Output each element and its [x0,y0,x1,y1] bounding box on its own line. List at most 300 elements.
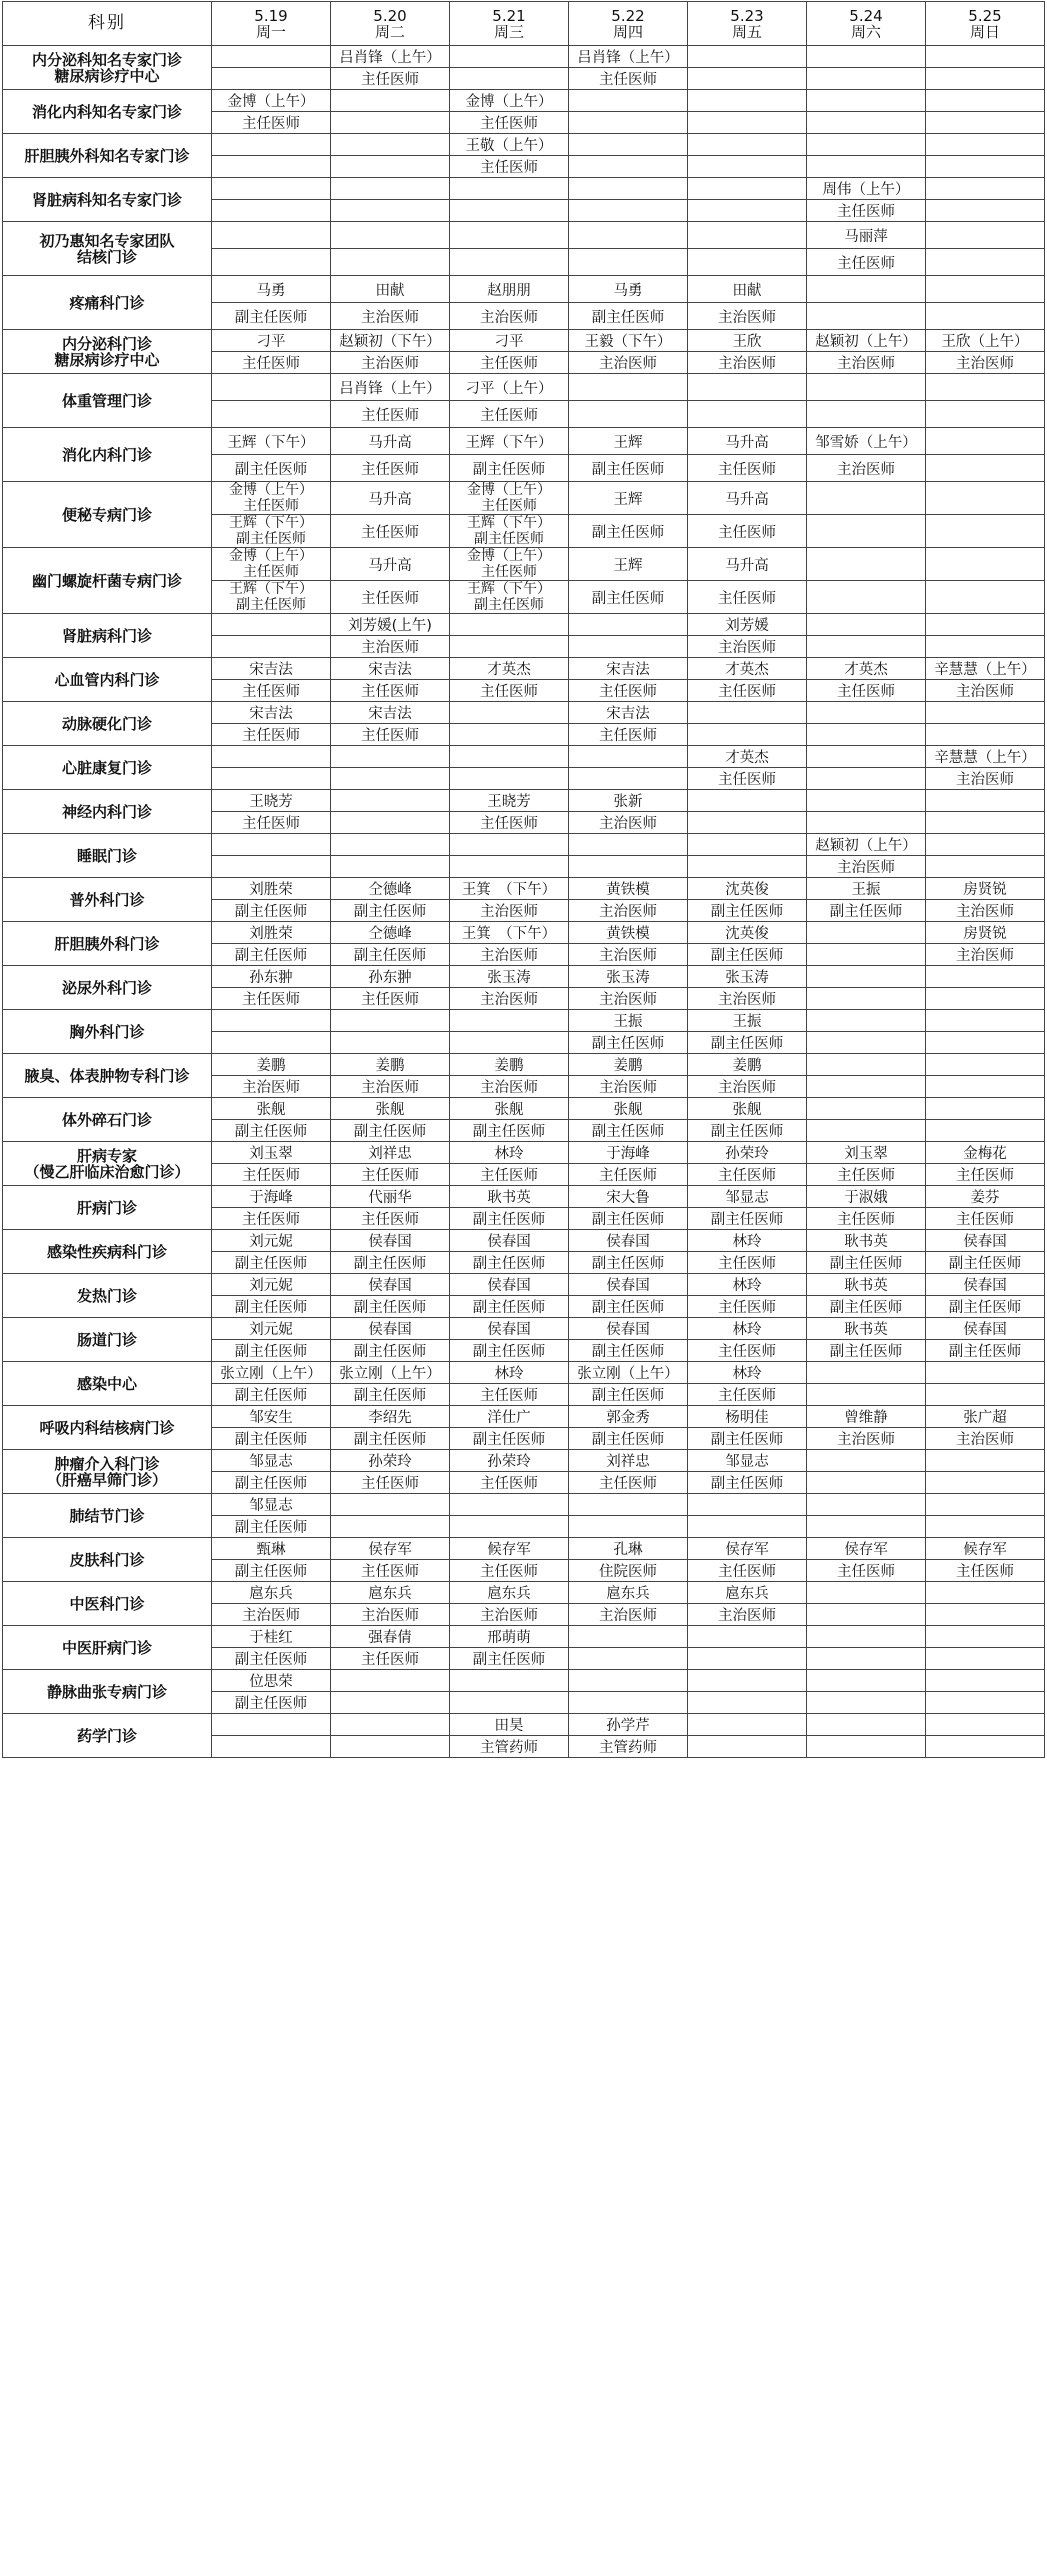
doctor-cell: 刘玉翠 [212,1142,331,1164]
title-cell [331,200,450,222]
title-cell [807,156,926,178]
day-weekday: 周三 [493,22,524,41]
title-cell: 主治医师 [807,856,926,878]
doctor-cell [450,46,569,68]
title-cell [569,636,688,658]
doctor-cell [450,834,569,856]
title-cell: 副主任医师 [450,1296,569,1318]
table-row [3,178,1045,200]
title-cell: 副主任医师 [450,1120,569,1142]
doctor-cell [688,374,807,401]
table-row [3,790,1045,812]
department-name-line: 腋臭、体表肿物专科门诊 [24,1066,190,1085]
table-row [3,46,1045,68]
title-cell: 主治医师 [331,352,450,374]
doctor-cell: 郭金秀 [569,1406,688,1428]
doctor-cell [807,746,926,768]
doctor-cell [450,1494,569,1516]
title-cell: 王辉（下午） 副主任医师 [212,581,331,614]
title-cell: 副主任医师 [331,1340,450,1362]
doctor-cell: 邹显志 [688,1186,807,1208]
title-cell: 主治医师 [569,1604,688,1626]
title-cell: 主任医师 [450,112,569,134]
title-cell [688,401,807,428]
title-cell: 主治医师 [331,303,450,330]
department-name-line: 初乃惠知名专家团队 [39,231,175,250]
doctor-cell: 刘芳媛(上午) [331,614,450,636]
doctor-cell: 姜芬 [926,1186,1045,1208]
doctor-cell [212,834,331,856]
day-date: 5.22 [611,6,645,25]
department-name-line: 神经内科门诊 [61,802,152,821]
doctor-cell: 张舰 [688,1098,807,1120]
title-cell: 主管药师 [450,1736,569,1758]
doctor-cell [926,374,1045,401]
doctor-cell: 姜鹏 [450,1054,569,1076]
doctor-cell: 才英杰 [450,658,569,680]
title-cell: 主治医师 [569,812,688,834]
doctor-cell [926,1450,1045,1472]
doctor-cell: 侯春国 [569,1274,688,1296]
doctor-cell: 赵颖初（上午） [807,330,926,352]
doctor-cell: 张舰 [450,1098,569,1120]
title-cell [926,1076,1045,1098]
department-name [3,1142,212,1186]
doctor-cell: 刁平 [450,330,569,352]
doctor-cell [331,790,450,812]
table-row [3,658,1045,680]
doctor-cell: 金博（上午） 主任医师 [212,482,331,515]
title-cell: 副主任医师 [569,515,688,548]
table-row [3,1142,1045,1164]
doctor-cell: 侯存军 [688,1538,807,1560]
table-row [3,1054,1045,1076]
doctor-cell [926,702,1045,724]
department-name-line: 肺结节门诊 [69,1506,145,1525]
doctor-cell: 张立刚（上午） [331,1362,450,1384]
doctor-cell: 金博（上午） 主任医师 [450,548,569,581]
department-name-line: 药学门诊 [76,1726,137,1745]
title-cell [926,1472,1045,1494]
title-cell: 副主任医师 [569,1384,688,1406]
department-name [3,1010,212,1054]
doctor-cell: 周伟（上午） [807,178,926,200]
doctor-cell: 辛慧慧（上午） [926,658,1045,680]
title-cell [807,1604,926,1626]
title-cell [807,1648,926,1670]
day-date: 5.24 [849,6,883,25]
doctor-cell [569,614,688,636]
title-cell [212,856,331,878]
department-name-line: 普外科门诊 [69,890,145,909]
title-cell: 副主任医师 [688,1472,807,1494]
title-cell: 主任医师 [688,455,807,482]
title-cell: 主任医师 [688,680,807,702]
title-cell: 副主任医师 [450,455,569,482]
doctor-cell: 孙荣玲 [688,1142,807,1164]
department-name [3,482,212,548]
doctor-cell: 王箕 （下午） [450,878,569,900]
title-cell [688,1516,807,1538]
title-cell: 主任医师 [569,680,688,702]
doctor-cell [807,1450,926,1472]
day-weekday: 周五 [731,22,762,41]
department-name [3,134,212,178]
title-cell [926,1384,1045,1406]
title-cell: 副主任医师 [926,1252,1045,1274]
doctor-cell: 马升高 [331,482,450,515]
doctor-cell: 吕肖锋（上午） [331,374,450,401]
doctor-cell: 王辉（下午） [212,428,331,455]
department-name [3,1054,212,1098]
doctor-cell: 李绍先 [331,1406,450,1428]
title-cell: 副主任医师 [688,1208,807,1230]
title-cell [212,401,331,428]
title-cell: 主任医师 [688,1560,807,1582]
title-cell [569,200,688,222]
title-cell [569,856,688,878]
table-row [3,428,1045,455]
department-name-line: 心血管内科门诊 [54,670,160,689]
title-cell: 王辉（下午） 副主任医师 [450,581,569,614]
doctor-cell: 孙东翀 [212,966,331,988]
table-row [3,1362,1045,1384]
department-name-line: 肾脏病科门诊 [61,626,152,645]
doctor-cell [807,790,926,812]
title-cell: 主任医师 [212,724,331,746]
department-name-line: 泌尿外科门诊 [61,978,152,997]
title-cell [807,636,926,658]
doctor-cell: 王辉（下午） [450,428,569,455]
table-row [3,1230,1045,1252]
doctor-cell [212,134,331,156]
title-cell [807,68,926,90]
day-header [450,2,569,46]
doctor-cell: 金博（上午） 主任医师 [450,482,569,515]
title-cell [450,1032,569,1054]
doctor-cell: 赵颖初（上午） [807,834,926,856]
doctor-cell: 王辉 [569,482,688,515]
department-name [3,1670,212,1714]
doctor-cell: 孙荣玲 [450,1450,569,1472]
title-cell: 副主任医师 [807,900,926,922]
title-cell: 主治医师 [450,944,569,966]
schedule-table [2,1,1045,1758]
department-name [3,1582,212,1626]
day-header [212,2,331,46]
title-cell [569,1648,688,1670]
department-name [3,746,212,790]
department-name-line: 肠道门诊 [76,1330,137,1349]
title-cell: 主任医师 [331,988,450,1010]
title-cell: 副主任医师 [569,1296,688,1318]
doctor-cell: 宋吉法 [212,658,331,680]
doctor-cell [807,702,926,724]
day-date: 5.20 [373,6,407,25]
doctor-cell: 张舰 [212,1098,331,1120]
day-header [569,2,688,46]
doctor-cell: 林玲 [688,1318,807,1340]
table-row [3,548,1045,581]
title-cell: 主任医师 [212,988,331,1010]
title-cell: 副主任医师 [569,303,688,330]
doctor-cell [688,702,807,724]
department-name-line: 内分泌科知名专家门诊 [31,50,182,69]
title-cell [212,1032,331,1054]
title-cell: 主治医师 [212,1604,331,1626]
day-weekday: 周二 [374,22,405,41]
doctor-cell: 甄琳 [212,1538,331,1560]
title-cell [688,112,807,134]
day-date: 5.19 [254,6,288,25]
department-name-line: 肝胆胰外科门诊 [54,934,160,953]
doctor-cell: 侯春国 [926,1318,1045,1340]
title-cell [926,1736,1045,1758]
doctor-cell: 田献 [688,276,807,303]
doctor-cell: 于淑娥 [807,1186,926,1208]
doctor-cell: 姜鹏 [212,1054,331,1076]
table-row [3,330,1045,352]
doctor-cell [450,1670,569,1692]
title-cell [450,724,569,746]
table-row [3,276,1045,303]
doctor-cell: 王辉 [569,428,688,455]
doctor-cell: 杨明佳 [688,1406,807,1428]
doctor-cell [688,46,807,68]
day-date: 5.23 [730,6,764,25]
table-row [3,1318,1045,1340]
title-cell: 主任医师 [807,680,926,702]
title-cell: 主治医师 [331,636,450,658]
table-row [3,1274,1045,1296]
doctor-cell [569,222,688,249]
department-name-line: 呼吸内科结核病门诊 [39,1418,175,1437]
title-cell [212,68,331,90]
doctor-cell [212,1010,331,1032]
title-cell [926,581,1045,614]
table-row [3,1450,1045,1472]
doctor-cell [569,746,688,768]
title-cell: 副主任医师 [688,944,807,966]
doctor-cell [569,90,688,112]
title-cell [926,636,1045,658]
title-cell: 副主任医师 [807,1252,926,1274]
title-cell: 主任医师 [450,401,569,428]
department-name [3,428,212,482]
title-cell: 主任医师 [926,1560,1045,1582]
doctor-cell: 张立刚（上午） [212,1362,331,1384]
doctor-cell: 田昊 [450,1714,569,1736]
title-cell: 主任医师 [212,812,331,834]
doctor-cell [807,1670,926,1692]
title-cell [807,944,926,966]
day-header [926,2,1045,46]
doctor-cell [926,1494,1045,1516]
department-name-line: 幽门螺旋杆菌专病门诊 [31,571,182,590]
title-cell [450,249,569,276]
doctor-cell: 侯春国 [569,1230,688,1252]
department-name [3,1626,212,1670]
title-cell: 副主任医师 [212,1472,331,1494]
doctor-cell: 房贤锐 [926,878,1045,900]
doctor-cell: 马勇 [212,276,331,303]
title-cell: 主治医师 [807,1428,926,1450]
title-cell: 副主任医师 [569,1252,688,1274]
title-cell: 主任医师 [450,156,569,178]
department-name [3,374,212,428]
doctor-cell [807,1098,926,1120]
table-row [3,482,1045,515]
doctor-cell: 张玉涛 [450,966,569,988]
title-cell: 主任医师 [569,724,688,746]
title-cell: 主任医师 [450,1384,569,1406]
title-cell: 副主任医师 [688,1032,807,1054]
title-cell [331,1032,450,1054]
doctor-cell: 马升高 [688,548,807,581]
title-cell: 主任医师 [688,1252,807,1274]
doctor-cell [450,222,569,249]
table-row [3,222,1045,249]
doctor-cell: 扈东兵 [450,1582,569,1604]
dept-column-header: 科别 [3,2,212,46]
doctor-cell [807,1010,926,1032]
title-cell: 主任医师 [807,1560,926,1582]
doctor-cell: 才英杰 [688,658,807,680]
title-cell: 主任医师 [569,1164,688,1186]
doctor-cell: 金博（上午） [212,90,331,112]
department-name [3,922,212,966]
doctor-cell: 张玉涛 [688,966,807,988]
department-name [3,966,212,1010]
department-name-line: 便秘专病门诊 [61,505,152,524]
doctor-cell: 侯存军 [331,1538,450,1560]
doctor-cell [688,790,807,812]
title-cell [450,856,569,878]
title-cell [331,856,450,878]
title-cell [212,636,331,658]
department-name-line: 感染性疾病科门诊 [46,1242,167,1261]
table-row [3,1494,1045,1516]
title-cell: 王辉（下午） 副主任医师 [212,515,331,548]
doctor-cell: 孔琳 [569,1538,688,1560]
doctor-cell: 张广超 [926,1406,1045,1428]
title-cell [331,249,450,276]
title-cell [331,156,450,178]
title-cell [926,856,1045,878]
department-name-line: 内分泌科门诊 [61,334,152,353]
title-cell: 主任医师 [688,1164,807,1186]
doctor-cell: 宋吉法 [331,658,450,680]
title-cell [807,1736,926,1758]
title-cell [569,401,688,428]
department-name [3,178,212,222]
doctor-cell [688,1714,807,1736]
doctor-cell: 马升高 [331,548,450,581]
title-cell [569,1516,688,1538]
doctor-cell [569,134,688,156]
doctor-cell: 林玲 [688,1230,807,1252]
title-cell [807,1692,926,1714]
title-cell [331,1692,450,1714]
title-cell: 主治医师 [212,1076,331,1098]
doctor-cell: 代丽华 [331,1186,450,1208]
doctor-cell: 扈东兵 [688,1582,807,1604]
doctor-cell: 才英杰 [688,746,807,768]
doctor-cell [331,834,450,856]
doctor-cell: 姜鹏 [688,1054,807,1076]
department-name-line: 肿瘤介入科门诊 [54,1454,160,1473]
doctor-cell: 姜鹏 [331,1054,450,1076]
doctor-cell [569,1626,688,1648]
title-cell: 主治医师 [450,1076,569,1098]
doctor-cell: 刘祥忠 [569,1450,688,1472]
doctor-cell: 田献 [331,276,450,303]
department-name-line: 体重管理门诊 [61,391,152,410]
doctor-cell: 侯存军 [807,1538,926,1560]
doctor-cell: 张舰 [569,1098,688,1120]
doctor-cell [688,90,807,112]
day-weekday: 周一 [255,22,286,41]
department-name-line: 睡眠门诊 [76,846,137,865]
doctor-cell: 位思荣 [212,1670,331,1692]
doctor-cell [331,178,450,200]
doctor-cell [807,134,926,156]
doctor-cell [926,428,1045,455]
title-cell [807,988,926,1010]
title-cell [926,200,1045,222]
schedule-body [3,46,1045,1758]
title-cell [926,812,1045,834]
table-row [3,1098,1045,1120]
table-row [3,90,1045,112]
doctor-cell: 王振 [688,1010,807,1032]
doctor-cell: 房贤锐 [926,922,1045,944]
title-cell: 副主任医师 [926,1296,1045,1318]
doctor-cell: 马升高 [688,428,807,455]
title-cell [807,1384,926,1406]
title-cell [331,1516,450,1538]
department-name-line: 中医科门诊 [69,1594,145,1613]
title-cell [569,112,688,134]
doctor-cell: 宋吉法 [331,702,450,724]
doctor-cell [688,1494,807,1516]
doctor-cell: 王晓芳 [212,790,331,812]
title-cell: 副主任医师 [569,1428,688,1450]
title-cell: 主治医师 [926,768,1045,790]
doctor-cell: 马升高 [688,482,807,515]
title-cell [450,768,569,790]
doctor-cell [926,222,1045,249]
title-cell [688,812,807,834]
table-row [3,374,1045,401]
title-cell: 主治医师 [450,303,569,330]
day-header [331,2,450,46]
title-cell [926,1692,1045,1714]
department-name-line: 中医肝病门诊 [61,1638,152,1657]
doctor-cell: 侯春国 [331,1230,450,1252]
table-row [3,1186,1045,1208]
title-cell: 主管药师 [569,1736,688,1758]
title-cell [688,1648,807,1670]
doctor-cell [926,1670,1045,1692]
doctor-cell: 刘胜荣 [212,878,331,900]
doctor-cell [807,1714,926,1736]
title-cell [450,1692,569,1714]
title-cell: 主任医师 [331,1472,450,1494]
doctor-cell: 仝德峰 [331,878,450,900]
title-cell [926,724,1045,746]
title-cell: 主任医师 [212,1164,331,1186]
